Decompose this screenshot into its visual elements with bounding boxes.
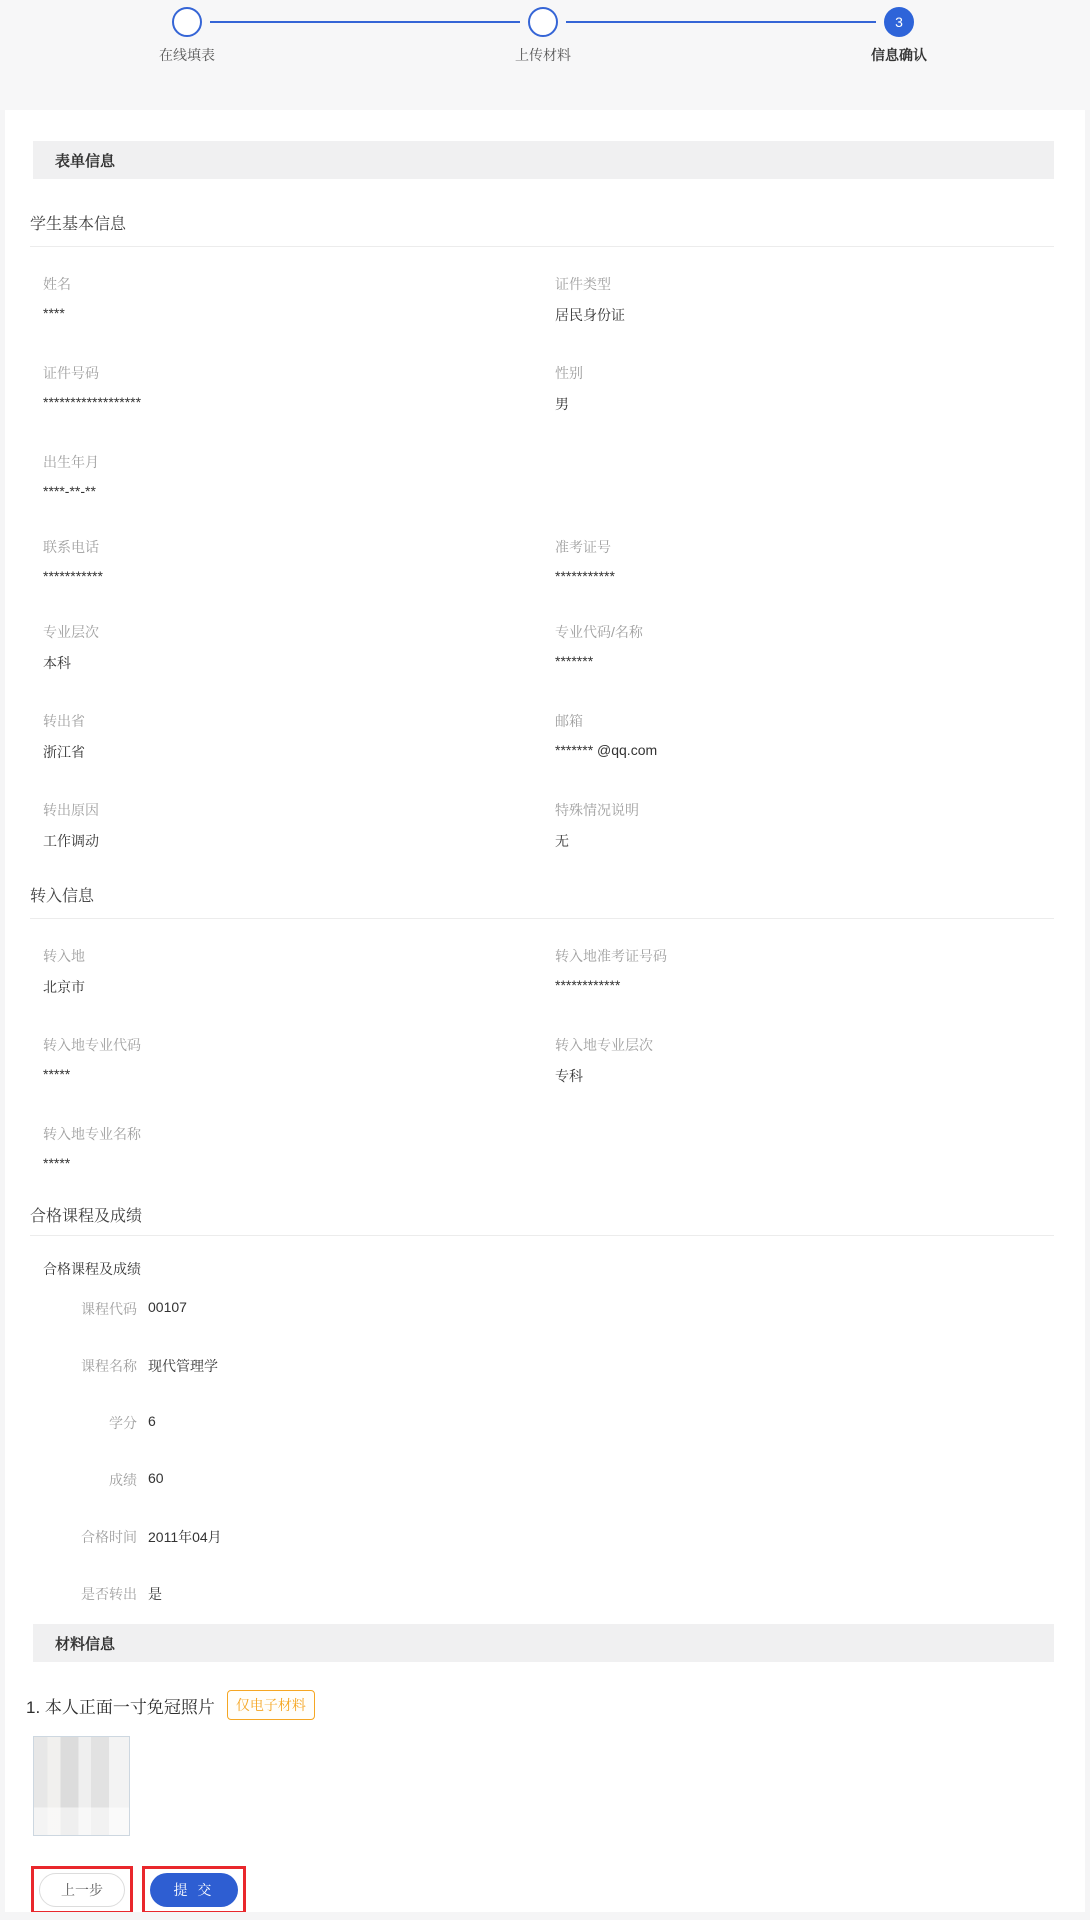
step-circle-2: [528, 7, 558, 37]
field-label: 准考证号: [555, 539, 611, 555]
field-label: 转入地: [43, 948, 85, 964]
field-transfer-out-reason: [43, 800, 555, 851]
course-field-value: 2011年04月: [148, 1529, 222, 1545]
highlight-box-prev: [31, 1866, 133, 1912]
field-value: 专科: [555, 1068, 583, 1084]
field-name: [43, 274, 555, 325]
field-label: 转入地准考证号码: [555, 948, 667, 964]
field-special-situation: [555, 800, 1054, 851]
section-student-basic-info: [30, 211, 1054, 851]
step-label-info-confirm: 信息确认: [871, 47, 927, 63]
field-value: [555, 479, 1054, 495]
field-transfer-in-ticket-number: [555, 946, 1054, 997]
field-value: ***********: [555, 568, 615, 584]
previous-step-button[interactable]: 上一步: [39, 1873, 125, 1907]
highlight-box-submit: [142, 1866, 246, 1912]
field-label: 邮箱: [555, 713, 583, 729]
field-value: ******* @qq.com: [555, 742, 658, 758]
field-exam-ticket-number: [555, 537, 1054, 584]
course-field-label: 课程名称: [81, 1358, 137, 1374]
field-id-type: [555, 274, 1054, 325]
field-label: 转入地专业代码: [43, 1037, 141, 1053]
form-card: [5, 110, 1085, 1912]
field-label: 性别: [555, 365, 583, 381]
field-row: [43, 622, 1054, 673]
field-row: [43, 363, 1054, 414]
field-label: 专业代码/名称: [555, 624, 643, 640]
field-label: 特殊情况说明: [555, 802, 639, 818]
material-item-title-row: [26, 1690, 1054, 1720]
field-id-number: [43, 363, 555, 414]
course-group-label: 合格课程及成绩: [43, 1261, 141, 1277]
section-title: 学生基本信息: [30, 211, 1054, 247]
field-label: 证件类型: [555, 276, 611, 292]
stepper-connector-1: [210, 21, 520, 23]
field-value: *****: [43, 1066, 71, 1082]
course-field-row: [30, 1470, 1054, 1490]
course-field-value: 6: [148, 1413, 156, 1429]
material-info-header-bar: [33, 1624, 1054, 1662]
course-field-row: [30, 1299, 1054, 1319]
course-field-label: 是否转出: [81, 1586, 137, 1602]
course-field-row: [30, 1527, 1054, 1547]
field-row: [43, 452, 1054, 499]
field-major-code-name: [555, 622, 1054, 673]
course-field-label: 学分: [109, 1415, 137, 1431]
material-item-title: 1. 本人正面一寸免冠照片: [26, 1697, 215, 1717]
field-empty: [555, 452, 1054, 499]
course-field-row: [30, 1413, 1054, 1433]
step-label-online-form: 在线填表: [159, 47, 215, 63]
field-value: 北京市: [43, 979, 85, 995]
section-qualified-courses: [30, 1203, 1054, 1604]
course-field-value: 60: [148, 1470, 164, 1486]
course-field-row: [30, 1584, 1054, 1604]
material-info-header-text: 材料信息: [55, 1635, 116, 1653]
stepper: [0, 0, 1090, 110]
field-label: [555, 452, 1054, 468]
course-field-row: [30, 1356, 1054, 1376]
field-value: 工作调动: [43, 833, 99, 849]
field-label: 转出省: [43, 713, 85, 729]
field-phone: [43, 537, 555, 584]
stepper-connector-2: [566, 21, 876, 23]
field-value: 浙江省: [43, 744, 85, 760]
field-row: [43, 274, 1054, 325]
field-label: 专业层次: [43, 624, 99, 640]
field-row: [43, 946, 1054, 997]
field-transfer-in-place: [43, 946, 555, 997]
field-value: *******: [555, 653, 594, 669]
field-label: [555, 1124, 1054, 1140]
field-value: ****: [43, 305, 65, 321]
field-label: 出生年月: [43, 454, 99, 470]
field-value: 男: [555, 396, 569, 412]
section-transfer-in-info: [30, 883, 1054, 1171]
field-label: 转出原因: [43, 802, 99, 818]
field-value: ****-**-**: [43, 483, 96, 499]
field-value: ******************: [43, 394, 142, 410]
field-label: 转入地专业层次: [555, 1037, 653, 1053]
field-value: [555, 1151, 1054, 1167]
field-transfer-out-province: [43, 711, 555, 762]
field-transfer-in-major-name: [43, 1124, 555, 1171]
course-field-label: 课程代码: [81, 1301, 137, 1317]
field-row: [43, 800, 1054, 851]
field-transfer-in-major-code: [43, 1035, 555, 1086]
field-label: 姓名: [43, 276, 71, 292]
field-major-level: [43, 622, 555, 673]
step-circle-3: 3: [884, 7, 914, 37]
course-field-value: 是: [148, 1586, 162, 1602]
field-transfer-in-major-level: [555, 1035, 1054, 1086]
field-label: 转入地专业名称: [43, 1126, 141, 1142]
step-label-upload-materials: 上传材料: [515, 47, 571, 63]
course-rows: [30, 1299, 1054, 1604]
field-value: *****: [43, 1155, 71, 1171]
uploaded-photo-thumbnail[interactable]: [33, 1736, 130, 1836]
field-value: 无: [555, 833, 569, 849]
field-empty: [555, 1124, 1054, 1171]
field-row: [43, 537, 1054, 584]
form-info-header-text: 表单信息: [55, 152, 116, 170]
field-email: [555, 711, 1054, 762]
field-row: [43, 1035, 1054, 1086]
field-row: [43, 711, 1054, 762]
course-field-label: 成绩: [109, 1472, 137, 1488]
course-field-label: 合格时间: [81, 1529, 137, 1545]
field-gender: [555, 363, 1054, 414]
submit-button[interactable]: 提 交: [150, 1873, 238, 1907]
field-row: [43, 1124, 1054, 1171]
section-title: 合格课程及成绩: [30, 1203, 1054, 1236]
field-value: 本科: [43, 655, 71, 671]
section-title: 转入信息: [30, 883, 1054, 919]
field-rows: [30, 919, 1054, 1171]
field-value: ************: [555, 977, 621, 993]
field-value: 居民身份证: [555, 307, 625, 323]
step-circle-1: [172, 7, 202, 37]
form-info-header-bar: [33, 141, 1054, 179]
course-field-value: 00107: [148, 1299, 187, 1315]
course-field-value: 现代管理学: [148, 1358, 218, 1374]
field-birth-date: [43, 452, 555, 499]
electronic-material-tag: 仅电子材料: [227, 1690, 315, 1720]
field-label: 联系电话: [43, 539, 99, 555]
field-value: ***********: [43, 568, 103, 584]
field-label: 证件号码: [43, 365, 99, 381]
action-buttons-row: [31, 1866, 1085, 1912]
field-rows: [30, 247, 1054, 851]
